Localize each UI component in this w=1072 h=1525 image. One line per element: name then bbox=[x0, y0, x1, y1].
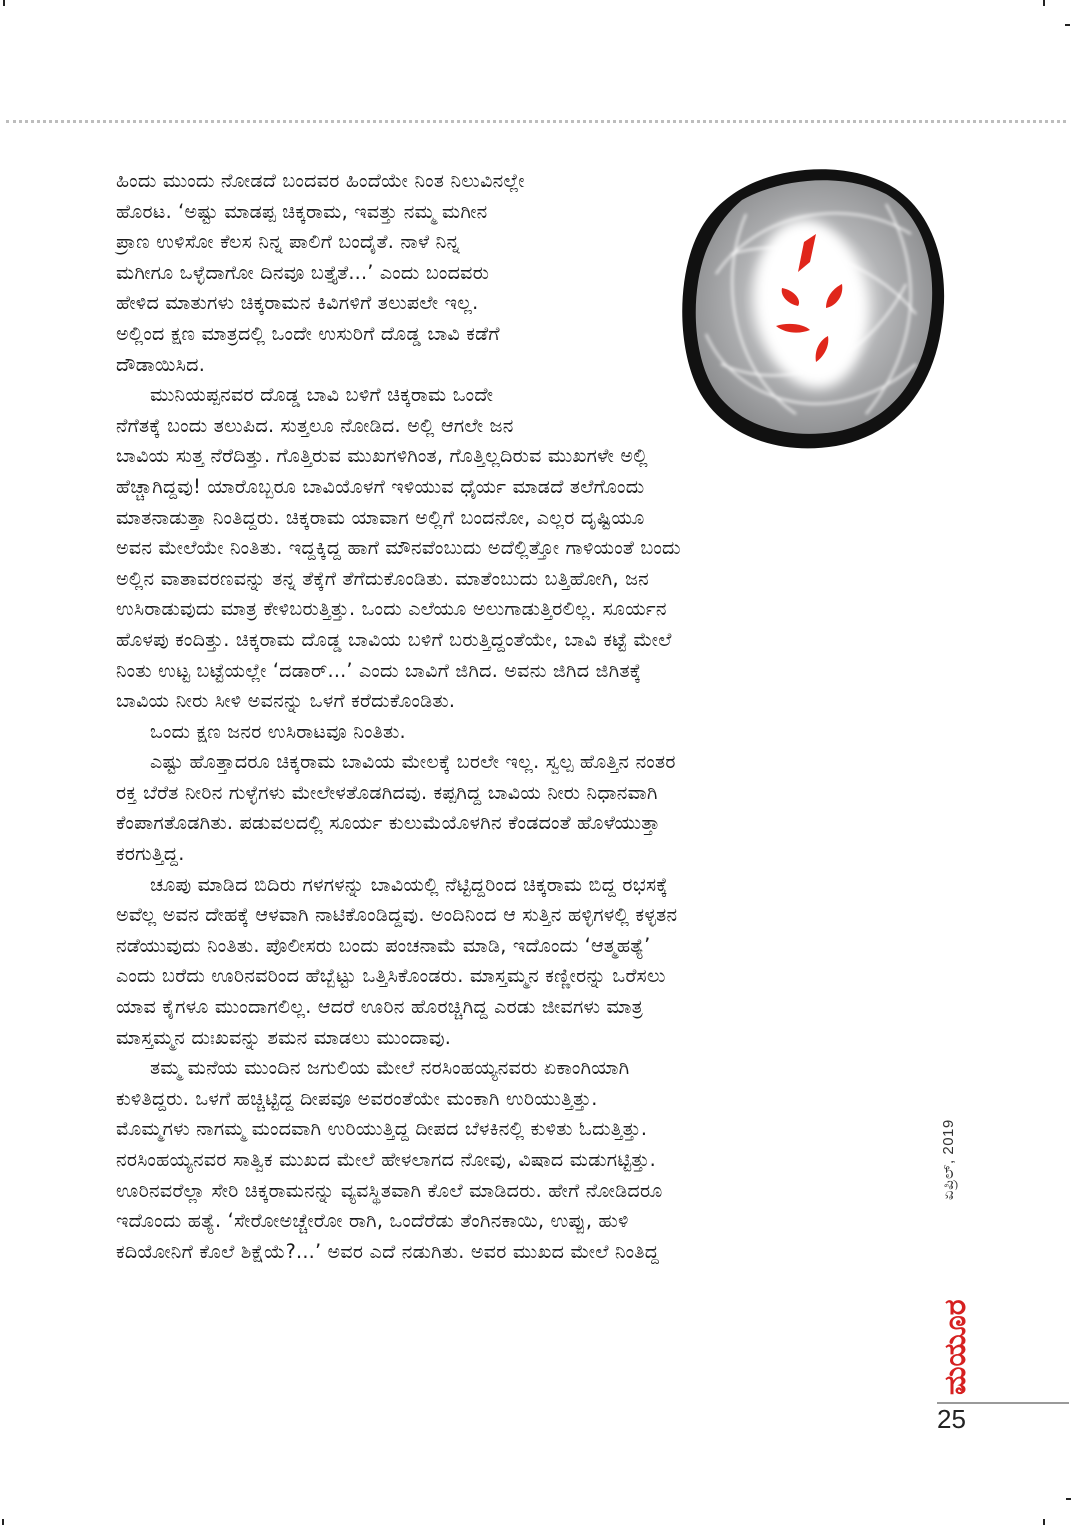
text-line: ದೌಡಾಯಿಸಿದ. bbox=[116, 352, 206, 376]
paragraph-start-line: ಮುನಿಯಪ್ಪನವರ ದೊಡ್ಡ ಬಾವಿ ಬಳಿಗೆ ಚಿಕ್ಕರಾಮ ಒಂದೇ bbox=[150, 383, 494, 407]
text-line: ನಿಂತು ಉಟ್ಟ ಬಟ್ಟೆಯಲ್ಲೇ ‘ದಡಾರ್...’ ಎಂದು ಬಾವಿಗೆ ಜಿಗಿದ. ಅವನು ಜಿಗಿದ ಜಿಗಿತಕ್ಕೆ bbox=[116, 658, 642, 682]
text-line: ಹಿಂದು ಮುಂದು ನೋಡದೆ ಬಂದವರ ಹಿಂದೆಯೇ ನಿಂತ ನಿಲುವಿನಲ್ಲೇ bbox=[116, 169, 525, 192]
text-line: ಊರಿನವರೆಲ್ಲಾ ಸೇರಿ ಚಿಕ್ಕರಾಮನನ್ನು ವ್ಯವಸ್ಥಿತವಾಗಿ ಕೊಲೆ ಮಾಡಿದರು. ಹೇಗೆ ನೋಡಿದರೂ bbox=[116, 1178, 663, 1202]
paragraph-start-line: ತಮ್ಮ ಮನೆಯ ಮುಂದಿನ ಜಗುಲಿಯ ಮೇಲೆ ನರಸಿಂಹಯ್ಯನವರು ಏಕಾಂಗಿಯಾಗಿ bbox=[150, 1056, 630, 1080]
text-line: ನಡೆಯುವುದು ನಿಂತಿತು. ಪೊಲೀಸರು ಬಂದು ಪಂಚನಾಮೆ ಮಾಡಿ, ಇದೊಂದು ‘ಆತ್ಮಹತ್ಯೆ’ bbox=[116, 933, 651, 957]
abstract-face-illustration-icon bbox=[676, 164, 946, 454]
text-line: ಹೊಳಪು ಕಂದಿತ್ತು. ಚಿಕ್ಕರಾಮ ದೊಡ್ಡ ಬಾವಿಯ ಬಳಿಗೆ ಬರುತ್ತಿದ್ದಂತೆಯೇ, ಬಾವಿ ಕಟ್ಟೆ ಮೇಲೆ bbox=[116, 627, 672, 651]
text-line: ಕದಿಯೋನಿಗೆ ಕೊಲೆ ಶಿಕ್ಷೆಯೆ?...’ ಅವರ ಎದೆ ನಡುಗಿತು. ಅವರ ಮುಖದ ಮೇಲೆ ನಿಂತಿದ್ದ bbox=[116, 1239, 660, 1263]
text-line: ಬಾವಿಯ ನೀರು ಸೀಳಿ ಅವನನ್ನು ಒಳಗೆ ಕರೆದುಕೊಂಡಿತು. bbox=[116, 689, 456, 713]
issue-date: ಏಪ್ರಿಲ್, 2019 bbox=[940, 1119, 957, 1200]
illustration bbox=[676, 164, 946, 454]
text-line: ಅವೆಲ್ಲ ಅವನ ದೇಹಕ್ಕೆ ಆಳವಾಗಿ ನಾಟಿಕೊಂಡಿದ್ದವು. ಅಂದಿನಿಂದ ಆ ಸುತ್ತಿನ ಹಳ್ಳಿಗಳಲ್ಲಿ ಕಳ್ಳತನ bbox=[116, 903, 678, 927]
text-line: ನೆಗೆತಕ್ಕೆ ಬಂದು ತಲುಪಿದ. ಸುತ್ತಲೂ ನೋಡಿದ. ಅಲ್ಲಿ ಆಗಲೇ ಜನ bbox=[116, 413, 514, 437]
text-line: ಹೆಚ್ಚಾಗಿದ್ದವು! ಯಾರೊಬ್ಬರೂ ಬಾವಿಯೊಳಗೆ ಇಳಿಯುವ ಧೈರ್ಯ ಮಾಡದೆ ತಲೆಗೊಂದು bbox=[116, 474, 645, 498]
text-line: ಮಗೀಗೂ ಒಳ್ಳೆದಾಗೋ ದಿನವೂ ಬತ್ತೈತೆ...’ ಎಂದು ಬಂದವರು bbox=[116, 260, 490, 284]
crop-mark-right-bottom bbox=[1066, 1498, 1071, 1500]
paragraph-start-line: ಒಂದು ಕ್ಷಣ ಜನರ ಉಸಿರಾಟವೂ ನಿಂತಿತು. bbox=[150, 719, 406, 743]
page-number: 25 bbox=[937, 1404, 966, 1434]
text-line: ಕರಗುತ್ತಿದ್ದ. bbox=[116, 842, 185, 866]
text-line: ಮೊಮ್ಮಗಳು ನಾಗಮ್ಮ ಮಂದವಾಗಿ ಉರಿಯುತ್ತಿದ್ದ ದೀಪದ ಬೆಳಕಿನಲ್ಲಿ ಕುಳಿತು ಓದುತ್ತಿತ್ತು. bbox=[116, 1117, 648, 1141]
text-line: ಇದೊಂದು ಹತ್ಯೆ. ‘ಸೇರೋಅಚ್ಚೇರೋ ರಾಗಿ, ಒಂದೆರೆಡು ತೆಂಗಿನಕಾಯಿ, ಉಪ್ಪು, ಹುಳಿ bbox=[116, 1209, 629, 1233]
text-line: ಮಾತನಾಡುತ್ತಾ ನಿಂತಿದ್ದರು. ಚಿಕ್ಕರಾಮ ಯಾವಾಗ ಅಲ್ಲಿಗೆ ಬಂದನೋ, ಎಲ್ಲರ ದೃಷ್ಟಿಯೂ bbox=[116, 505, 645, 529]
crop-mark-top-left bbox=[3, 0, 5, 6]
text-line: ರಕ್ತ ಬೆರೆತ ನೀರಿನ ಗುಳ್ಳೆಗಳು ಮೇಲೇಳತೊಡಗಿದವು. ಕಪ್ಪಗಿದ್ದ ಬಾವಿಯ ನೀರು ನಿಧಾನವಾಗಿ bbox=[116, 780, 658, 804]
magazine-logo: ಮಯೂರ bbox=[938, 1299, 973, 1395]
crop-mark-bottom-right bbox=[1043, 1519, 1045, 1525]
text-line: ಕೆಂಪಾಗತೊಡಗಿತು. ಪಡುವಲದಲ್ಲಿ ಸೂರ್ಯ ಕುಲುಮೆಯೊಳಗಿನ ಕೆಂಡದಂತೆ ಹೊಳೆಯುತ್ತಾ bbox=[116, 811, 661, 835]
text-line: ಕುಳಿತಿದ್ದರು. ಒಳಗೆ ಹಚ್ಚಿಟ್ಟಿದ್ದ ದೀಪವೂ ಅವರಂತೆಯೇ ಮಂಕಾಗಿ ಉರಿಯುತ್ತಿತ್ತು. bbox=[116, 1086, 598, 1110]
text-line: ಅಲ್ಲಿನ ವಾತಾವರಣವನ್ನು ತನ್ನ ತೆಕ್ಕೆಗೆ ತೆಗೆದುಕೊಂಡಿತು. ಮಾತೆಂಬುದು ಬತ್ತಿಹೋಗಿ, ಜನ bbox=[116, 566, 650, 590]
text-line: ಯಾವ ಕೈಗಳೂ ಮುಂದಾಗಲಿಲ್ಲ. ಆದರೆ ಊರಿನ ಹೊರಚ್ಚಿಗಿದ್ದ ಎರಡು ಜೀವಗಳು ಮಾತ್ರ bbox=[116, 995, 643, 1019]
crop-mark-right-top bbox=[1065, 24, 1070, 26]
text-line: ಅಲ್ಲಿಂದ ಕ್ಷಣ ಮಾತ್ರದಲ್ಲಿ ಒಂದೇ ಉಸುರಿಗೆ ದೊಡ್ಡ ಬಾವಿ ಕಡೆಗೆ bbox=[116, 321, 500, 345]
crop-mark-bottom-left bbox=[2, 1519, 4, 1525]
text-line: ಹೊರಟ. ‘ಅಷ್ಟು ಮಾಡಪ್ಪ ಚಿಕ್ಕರಾಮ, ಇವತ್ತು ನಮ್ಮ ಮಗೀನ bbox=[116, 199, 488, 223]
text-line: ಮಾಸ್ತಮ್ಮನ ದುಃಖವನ್ನು ಶಮನ ಮಾಡಲು ಮುಂದಾವು. bbox=[116, 1025, 452, 1049]
text-line: ನರಸಿಂಹಯ್ಯನವರ ಸಾತ್ವಿಕ ಮುಖದ ಮೇಲೆ ಹೇಳಲಾಗದ ನೋವು, ವಿಷಾದ ಮಡುಗಟ್ಟಿತ್ತು. bbox=[116, 1148, 656, 1171]
crop-mark-top-right bbox=[1043, 0, 1045, 6]
text-line: ಉಸಿರಾಡುವುದು ಮಾತ್ರ ಕೇಳಿಬರುತ್ತಿತ್ತು. ಒಂದು ಎಲೆಯೂ ಅಲುಗಾಡುತ್ತಿರಲಿಲ್ಲ. ಸೂರ್ಯನ bbox=[116, 597, 667, 621]
text-line: ಎಂದು ಬರೆದು ಊರಿನವರಿಂದ ಹೆಬ್ಬೆಟ್ಟು ಒತ್ತಿಸಿಕೊಂಡರು. ಮಾಸ್ತಮ್ಮನ ಕಣ್ಣೀರನ್ನು ಒರೆಸಲು bbox=[116, 964, 666, 988]
text-line: ಹೇಳಿದ ಮಾತುಗಳು ಚಿಕ್ಕರಾಮನ ಕಿವಿಗಳಿಗೆ ತಲುಪಲೇ ಇಲ್ಲ. bbox=[116, 291, 479, 315]
paragraph-start-line: ಚೂಪು ಮಾಡಿದ ಬಿದಿರು ಗಳಗಳನ್ನು ಬಾವಿಯಲ್ಲಿ ನೆಟ್ಟಿದ್ದರಿಂದ ಚಿಕ್ಕರಾಮ ಬಿದ್ದ ರಭಸಕ್ಕೆ bbox=[150, 872, 668, 896]
text-line: ಪ್ರಾಣ ಉಳಿಸೋ ಕೆಲಸ ನಿನ್ನ ಪಾಲಿಗೆ ಬಂದೈತೆ. ನಾಳೆ ನಿನ್ನ bbox=[116, 230, 461, 254]
header-dotted-rule bbox=[6, 120, 1066, 123]
text-line: ಅವನ ಮೇಲೆಯೇ ನಿಂತಿತು. ಇದ್ದಕ್ಕಿದ್ದ ಹಾಗೆ ಮೌನವೆಂಬುದು ಅದೆಲ್ಲಿತ್ತೋ ಗಾಳಿಯಂತೆ ಬಂದು bbox=[116, 536, 681, 560]
text-line: ಬಾವಿಯ ಸುತ್ತ ನೆರೆದಿತ್ತು. ಗೊತ್ತಿರುವ ಮುಖಗಳಿಗಿಂತ, ಗೊತ್ತಿಲ್ಲದಿರುವ ಮುಖಗಳೇ ಅಲ್ಲಿ bbox=[116, 444, 648, 468]
paragraph-start-line: ಎಷ್ಟು ಹೊತ್ತಾದರೂ ಚಿಕ್ಕರಾಮ ಬಾವಿಯ ಮೇಲಕ್ಕೆ ಬರಲೇ ಇಲ್ಲ. ಸ್ವಲ್ಪ ಹೊತ್ತಿನ ನಂತರ bbox=[150, 750, 676, 774]
